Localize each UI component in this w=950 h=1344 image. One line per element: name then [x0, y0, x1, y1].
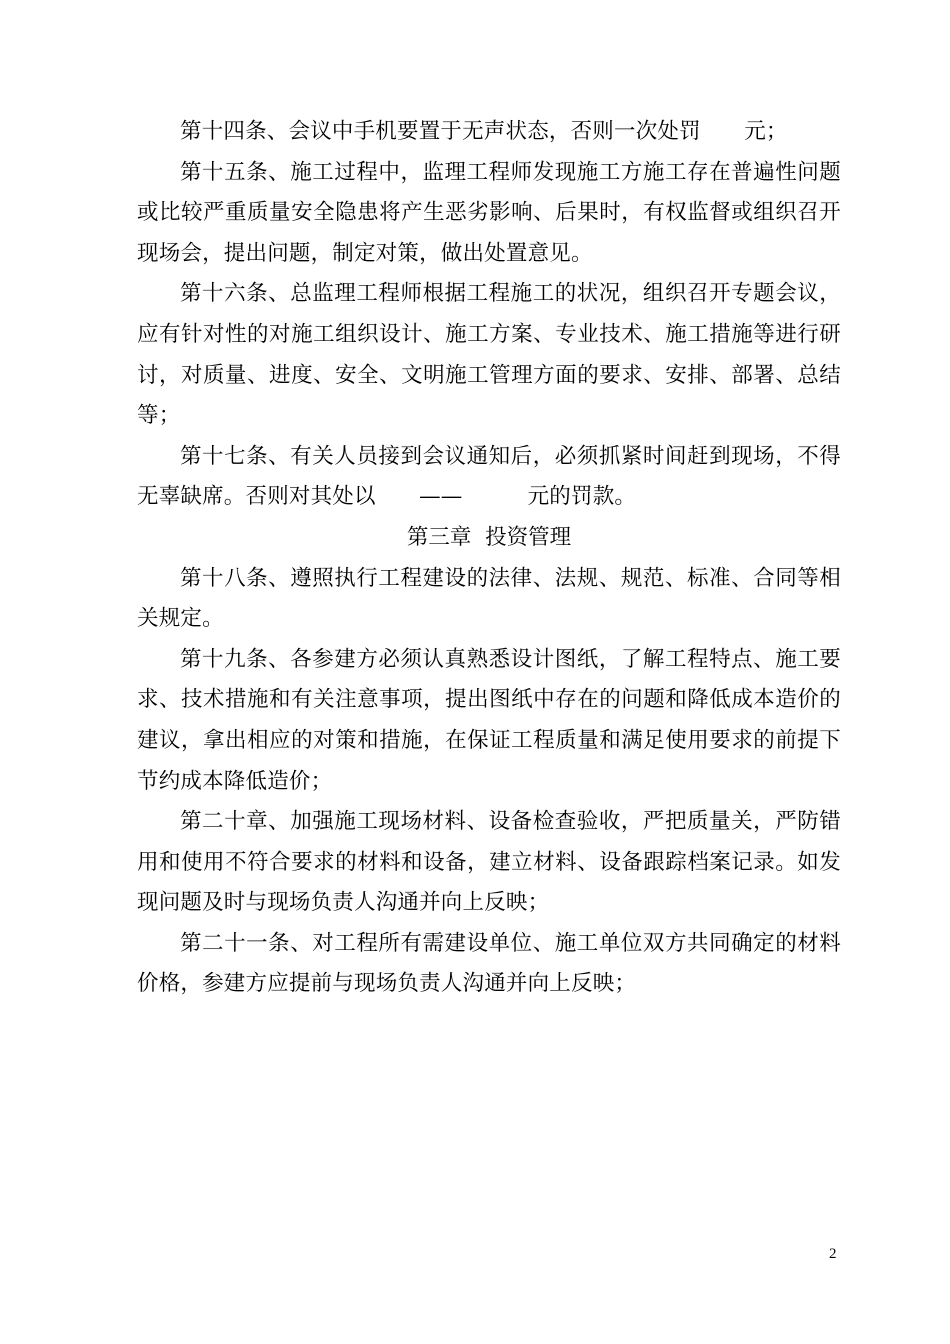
document-body — [137, 112, 841, 1005]
article-16: 第十六条、总监理工程师根据工程施工的状况，组织召开专题会议，应有针对性的对施工组织设计、施工方案、专业技术、施工措施等进行研讨，对质量、进度、安全、文明施工管理方面的要求、安排、部署、总结等； — [137, 281, 841, 429]
article-18: 第十八条、遵照执行工程建设的法律、法规、规范、标准、合同等相关规定。 — [137, 565, 841, 632]
page-number: 2 — [829, 1246, 837, 1262]
article-17: 第十七条、有关人员接到会议通知后，必须抓紧时间赶到现场，不得无辜缺席。否则对其处以 —— 元的罚款。 — [137, 443, 841, 510]
chapter-title: 第三章 投资管理 — [406, 524, 572, 550]
article-19: 第十九条、各参建方必须认真熟悉设计图纸，了解工程特点、施工要求、技术措施和有关注意事项，提出图纸中存在的问题和降低成本造价的建议，拿出相应的对策和措施，在保证工程质量和满足使用要求的前提下节约成本降低造价； — [137, 646, 841, 794]
article-21: 第二十一条、对工程所有需建设单位、施工单位双方共同确定的材料价格，参建方应提前与现场负责人沟通并向上反映； — [137, 930, 841, 997]
article-14: 第十四条、会议中手机要置于无声状态，否则一次处罚 元； — [180, 119, 788, 144]
article-20: 第二十章、加强施工现场材料、设备检查验收，严把质量关，严防错用和使用不符合要求的材料和设备，建立材料、设备跟踪档案记录。如发现问题及时与现场负责人沟通并向上反映； — [137, 809, 841, 916]
article-15: 第十五条、施工过程中，监理工程师发现施工方施工存在普遍性问题或比较严重质量安全隐患将产生恶劣影响、后果时，有权监督或组织召开现场会，提出问题，制定对策，做出处置意见。 — [137, 159, 841, 266]
